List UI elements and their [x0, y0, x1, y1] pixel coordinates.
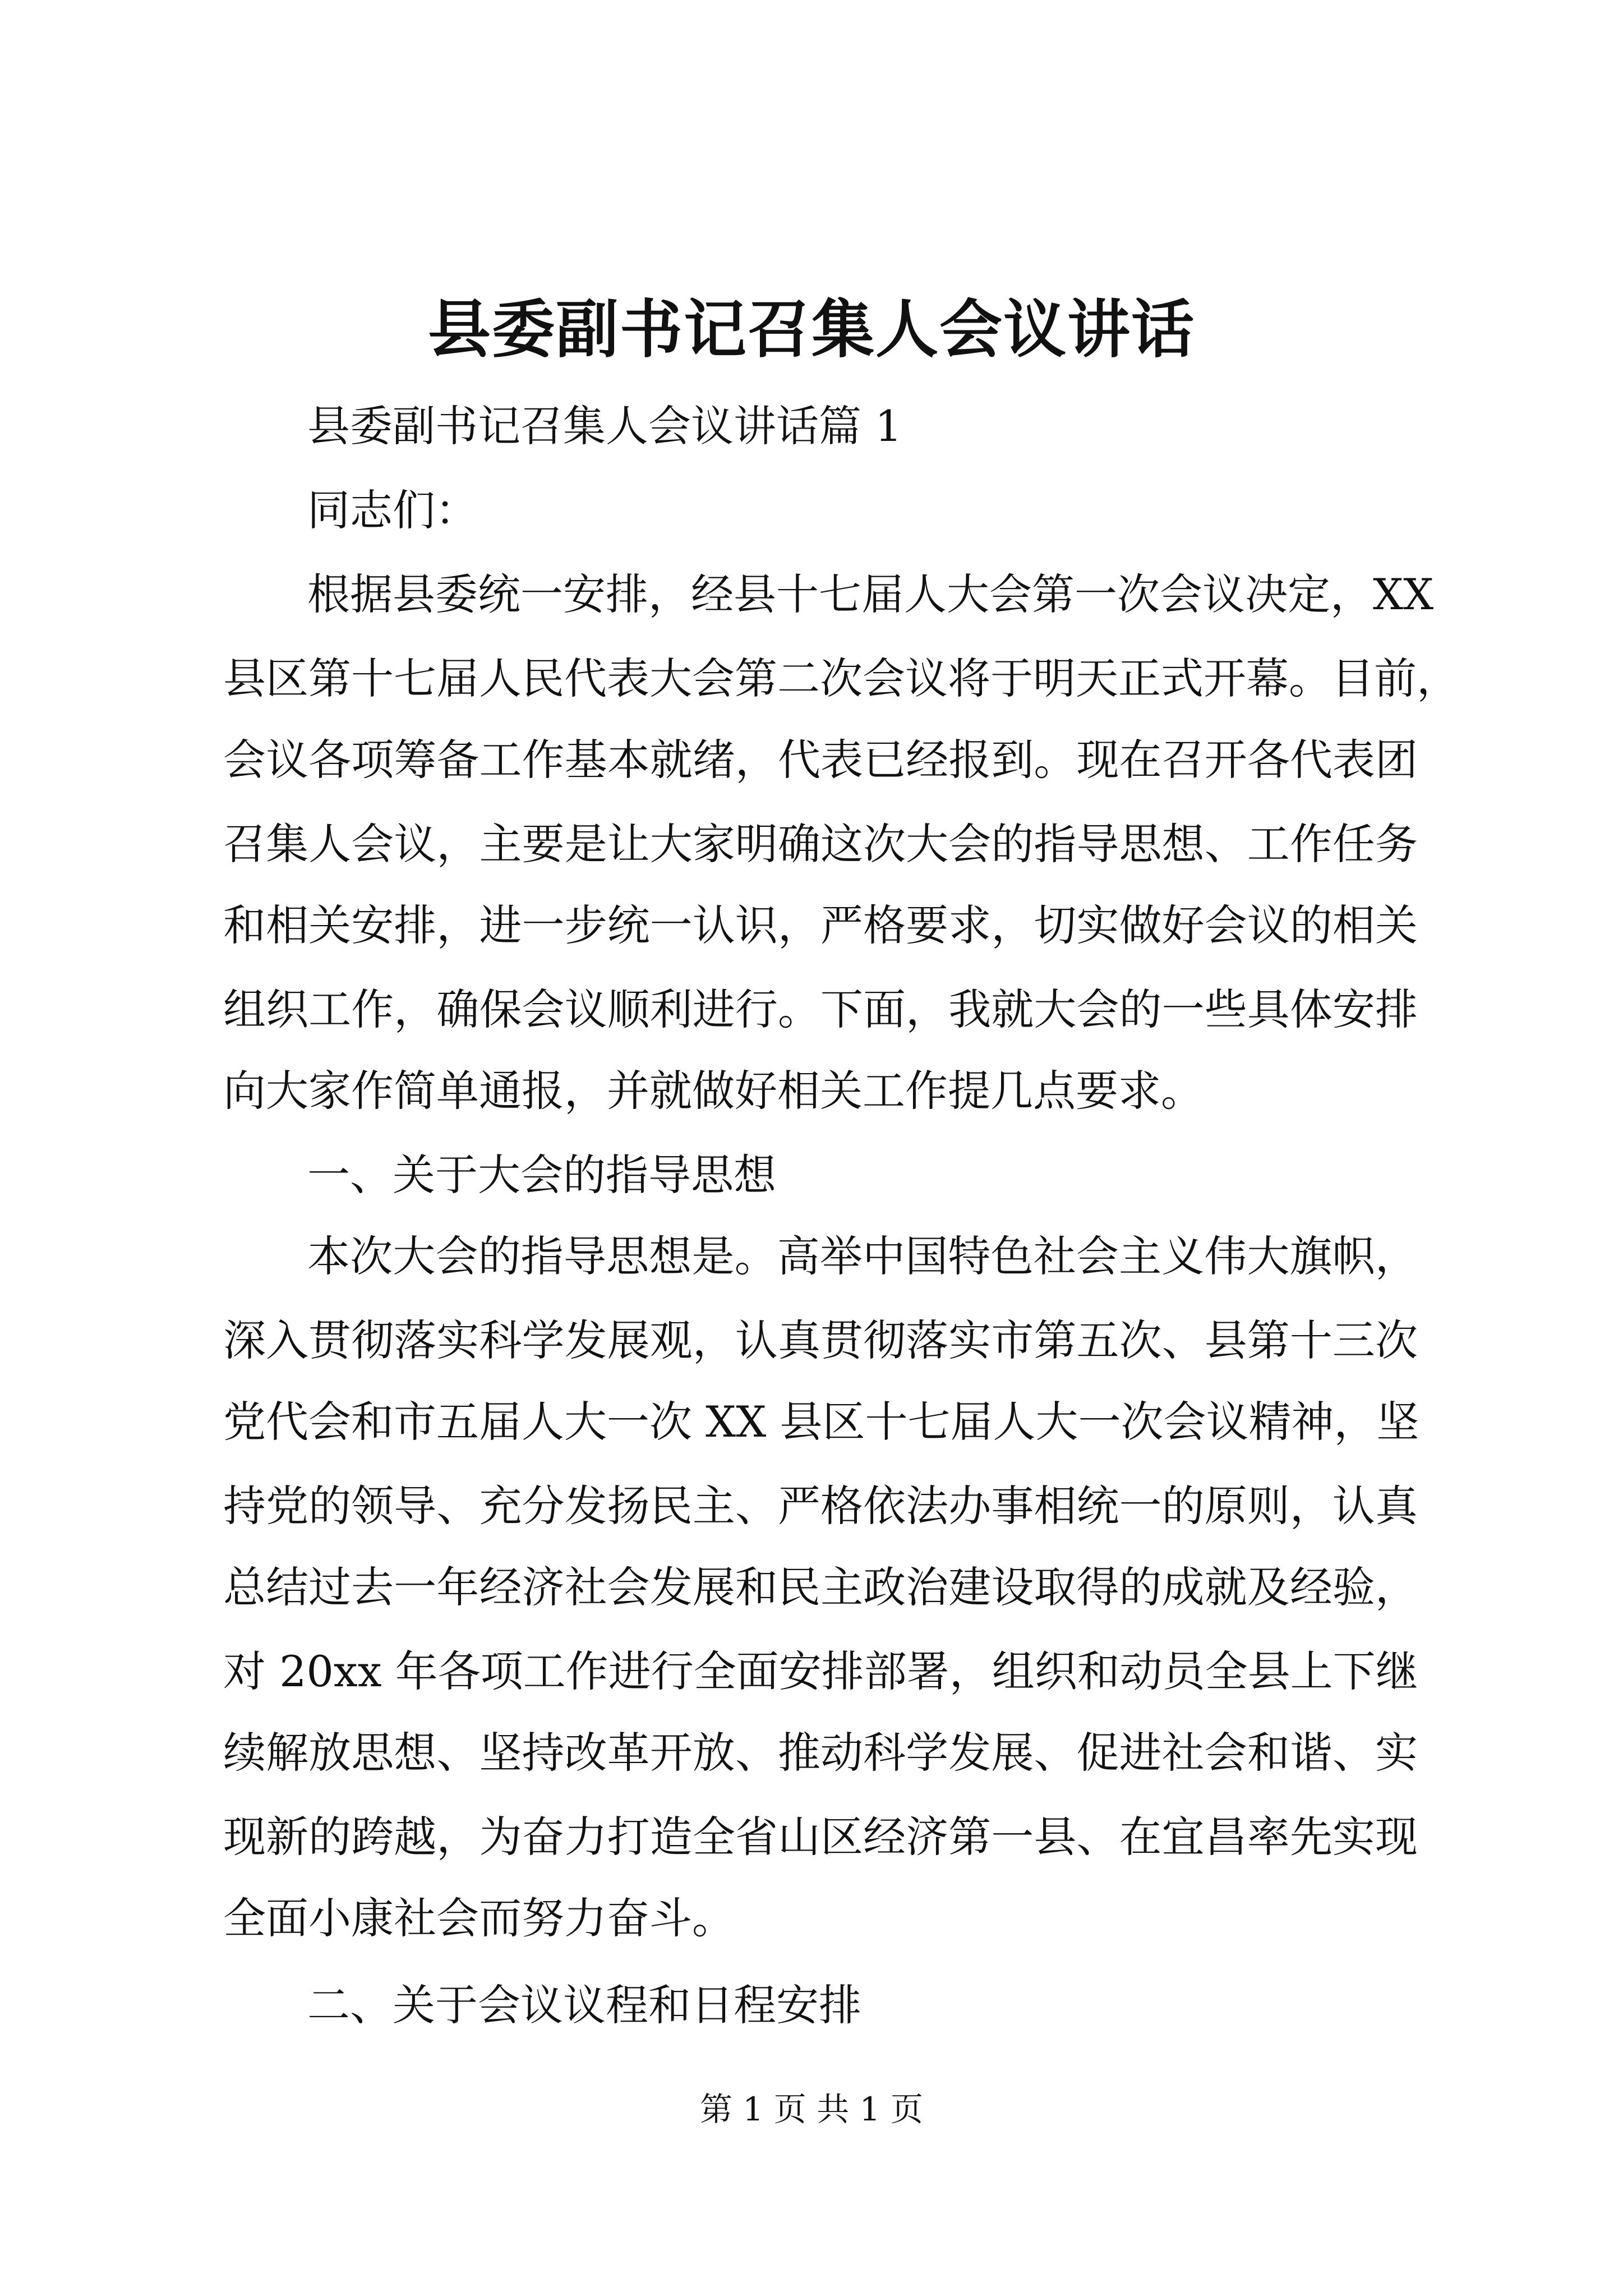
paragraph-line: 全面小康社会而努力奋斗。: [223, 1893, 735, 1943]
paragraph-line: 续解放思想、坚持改革开放、推动科学发展、促进社会和谐、实: [223, 1728, 1418, 1778]
salutation-line: 同志们：: [307, 485, 478, 535]
paragraph-line: 根据县委统一安排，经县十七届人大会第一次会议决定，XX: [307, 569, 1434, 619]
paragraph-line: 和相关安排，进一步统一认识，严格要求，切实做好会议的相关: [223, 900, 1418, 950]
paragraph-line: 本次大会的指导思想是。高举中国特色社会主义伟大旗帜，: [307, 1231, 1418, 1281]
section-heading-1: 一、关于大会的指导思想: [307, 1150, 776, 1200]
paragraph-line: 现新的跨越，为奋力打造全省山区经济第一县、在宜昌率先实现: [223, 1812, 1418, 1862]
paragraph-line: 县区第十七届人民代表大会第二次会议将于明天正式开幕。目前，: [223, 654, 1459, 703]
page-footer: 第 1 页 共 1 页: [700, 2090, 923, 2128]
paragraph-line: 总结过去一年经济社会发展和民主政治建设取得的成就及经验，: [223, 1562, 1418, 1612]
subtitle-line: 县委副书记召集人会议讲话篇 1: [307, 401, 902, 451]
paragraph-line: 组织工作，确保会议顺利进行。下面，我就大会的一些具体安排: [223, 984, 1418, 1034]
section-heading-2: 二、关于会议议程和日程安排: [307, 1980, 861, 2030]
paragraph-line: 深入贯彻落实科学发展观，认真贯彻落实市第五次、县第十三次: [223, 1315, 1418, 1365]
paragraph-line: 会议各项筹备工作基本就绪，代表已经报到。现在召开各代表团: [223, 735, 1418, 785]
paragraph-line: 召集人会议，主要是让大家明确这次大会的指导思想、工作任务: [223, 819, 1418, 869]
document-title: 县委副书记召集人会议讲话: [428, 293, 1195, 366]
paragraph-line: 党代会和市五届人大一次 XX 县区十七届人大一次会议精神，坚: [223, 1397, 1419, 1447]
paragraph-line: 对 20xx 年各项工作进行全面安排部署，组织和动员全县上下继: [223, 1646, 1418, 1696]
paragraph-line: 持党的领导、充分发扬民主、严格依法办事相统一的原则，认真: [223, 1481, 1418, 1531]
paragraph-line: 向大家作简单通报，并就做好相关工作提几点要求。: [223, 1066, 1204, 1116]
